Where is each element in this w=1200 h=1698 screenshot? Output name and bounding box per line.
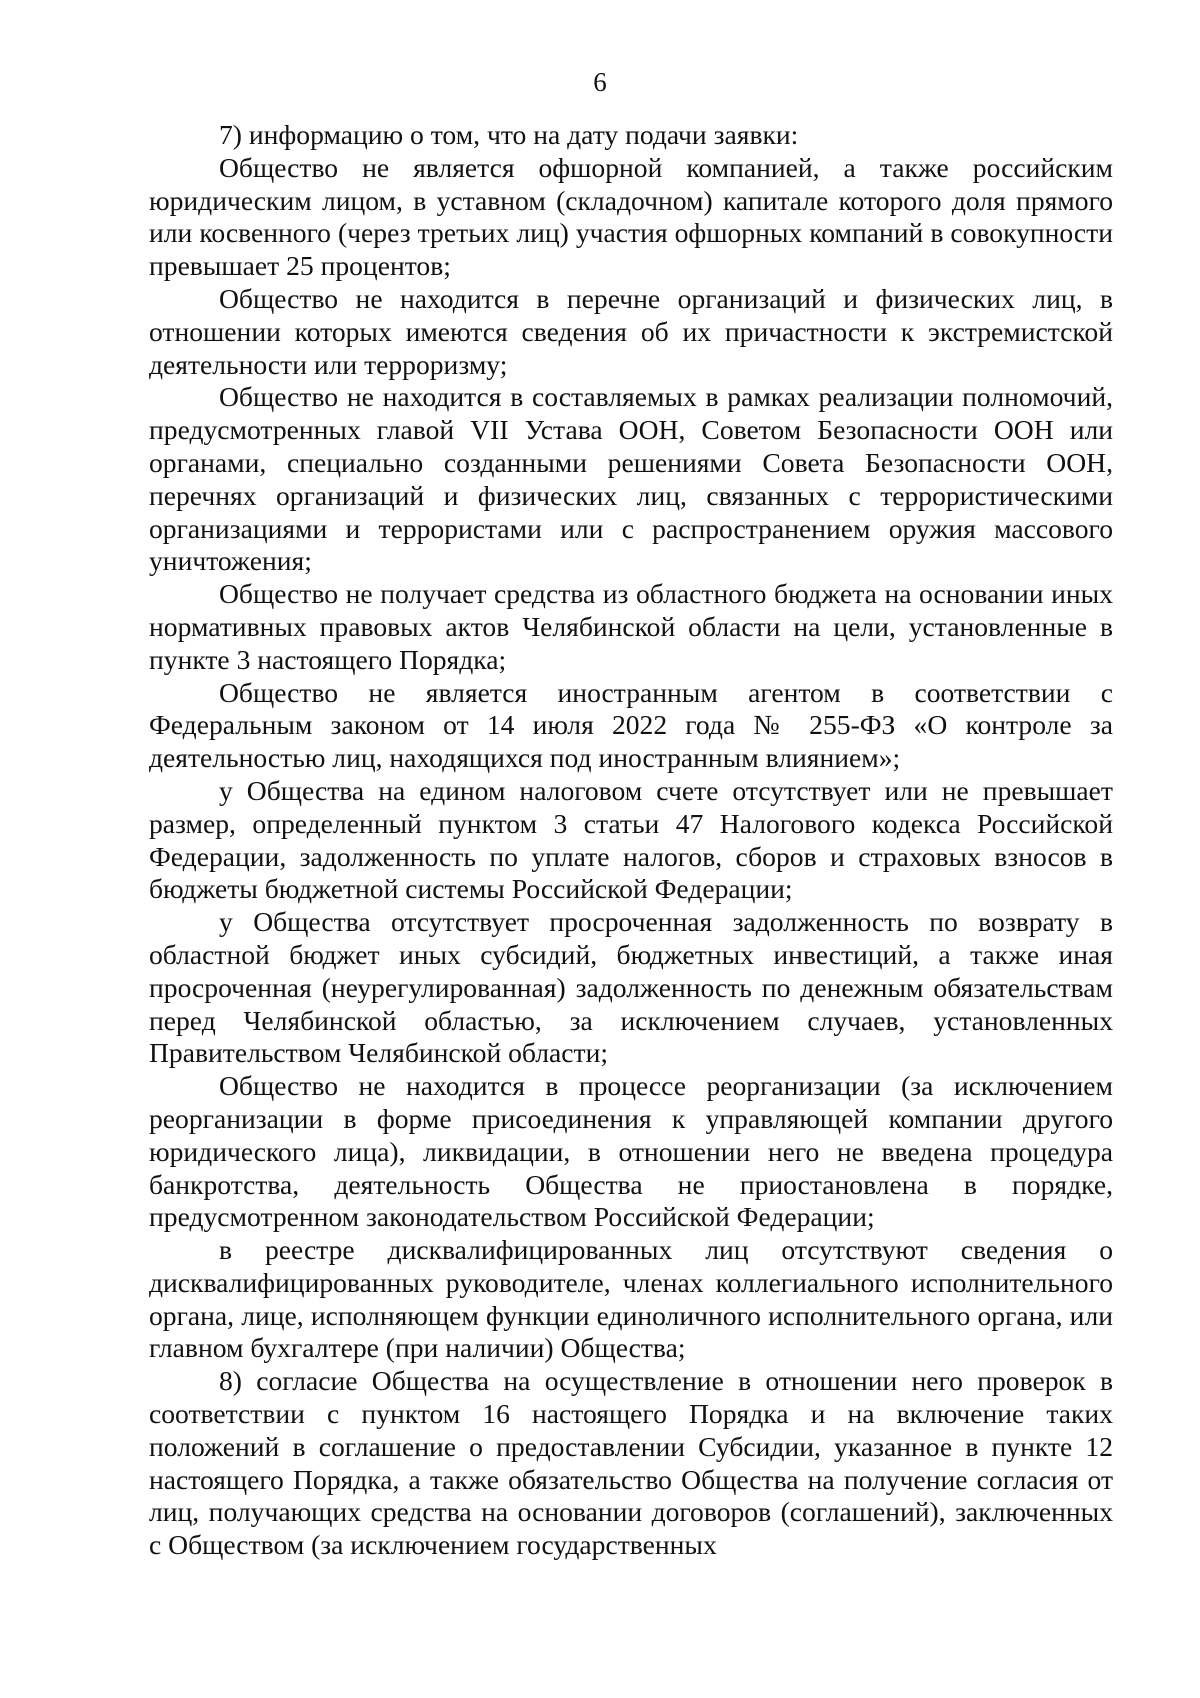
paragraph-overdue-debt: у Общества отсутствует просроченная задолженность по возврату в областной бюджет иных субсидий, бюджетных инвестиций, а также иная просроченная (неурегулированная) задолженность по денежным обязательствам перед Челябинской областью, за исключением случаев, установленных Правительством Челябинской области; xyxy=(149,906,1113,1069)
paragraph-reorganization: Общество не находится в процессе реорганизации (за исключением реорганизации в форме присоединения к управляющей компании другого юридического лица), ликвидации, в отношении него не введена процедура банкротства, деятельность Общества не приостановлена в порядке, предусмотренном законодательством Российской Федерации; xyxy=(149,1070,1113,1233)
document-body xyxy=(149,119,1113,1562)
paragraph-offshore: Общество не является офшорной компанией, а также российским юридическим лицом, в уставном (складочном) капитале которого доля прямого или косвенного (через третьих лиц) участия офшорных компаний в совокупности превышает 25 процентов; xyxy=(149,151,1113,282)
paragraph-extremism: Общество не находится в перечне организаций и физических лиц, в отношении которых имеются сведения об их причастности к экстремистской деятельности или терроризму; xyxy=(149,282,1113,380)
paragraph-tax-debt: у Общества на едином налоговом счете отсутствует или не превышает размер, определенный пунктом 3 статьи 47 Налогового кодекса Российской Федерации, задолженность по уплате налогов, сборов и страховых взносов в бюджеты бюджетной системы Российской Федерации; xyxy=(149,774,1113,905)
paragraph-item-7-intro: 7) информацию о том, что на дату подачи заявки: xyxy=(219,119,799,150)
paragraph-regional-budget: Общество не получает средства из областного бюджета на основании иных нормативных правовых актов Челябинской области на цели, установленные в пункте 3 настоящего Порядка; xyxy=(149,578,1113,675)
paragraph-un-lists: Общество не находится в составляемых в рамках реализации полномочий, предусмотренных главой VII Устава ООН, Советом Безопасности ООН или органами, специально созданными решениями Совета Безопасности ООН, перечнях организаций и физических лиц, связанных с террористическими организациями и террористами или с распространением оружия массового уничтожения; xyxy=(149,381,1113,577)
paragraph-foreign-agent: Общество не является иностранным агентом в соответствии с Федеральным законом от 14 июля 2022 года № 255-ФЗ «О контроле за деятельностью лиц, находящихся под иностранным влиянием»; xyxy=(149,676,1113,774)
paragraph-item-8-consent: 8) согласие Общества на осуществление в отношении него проверок в соответствии с пунктом 16 настоящего Порядка и на включение таких положений в соглашение о предоставлении Субсидии, указанное в пункте 12 настоящего Порядка, а также обязательство Общества на получение согласия от лиц, получающих средства на основании договоров (соглашений), заключенных с Обществом (за исключением государственных xyxy=(149,1365,1113,1561)
paragraph-disqualified-persons: в реестре дисквалифицированных лиц отсутствуют сведения о дисквалифицированных руководителе, членах коллегиального исполнительного органа, лице, исполняющем функции единоличного исполнительного органа, или главном бухгалтере (при наличии) Общества; xyxy=(149,1234,1113,1364)
page-number: 6 xyxy=(593,67,607,97)
